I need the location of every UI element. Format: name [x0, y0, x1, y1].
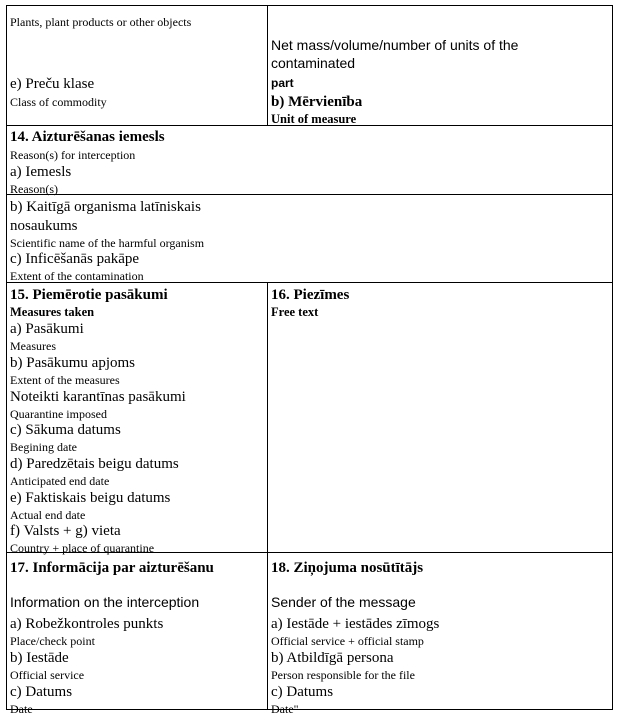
section-18-sender	[267, 552, 613, 716]
anticipated-end-en: Anticipated end date	[10, 474, 110, 488]
section-18-title-en: Sender of the message	[271, 594, 416, 610]
organism-label-en: Scientific name of the harmful organism	[10, 236, 205, 250]
date-label-en: Date	[10, 702, 33, 716]
organism-label-lv-2: nosaukums	[10, 218, 78, 234]
stamp-label-lv: a) Iestāde + iestādes zīmogs	[271, 616, 440, 632]
extent-label-lv: c) Inficēšanās pakāpe	[10, 251, 140, 267]
extent-measures-en: Extent of the measures	[10, 373, 120, 387]
checkpoint-label-en: Place/check point	[10, 634, 95, 648]
cell-commodity	[6, 5, 268, 126]
class-label-en: Class of commodity	[10, 95, 107, 109]
net-mass-line2: contaminated	[271, 55, 356, 71]
actual-end-lv: e) Faktiskais beigu datums	[10, 490, 171, 506]
date-label-lv: c) Datums	[10, 684, 73, 700]
section-14-title: 14. Aizturēšanas iemesls	[10, 129, 165, 145]
person-label-lv: b) Atbildīgā persona	[271, 650, 394, 666]
net-mass-line1: Net mass/volume/number of units of the	[271, 37, 519, 53]
stamp-label-en: Official service + official stamp	[271, 634, 424, 648]
section-15-title-en: Measures taken	[10, 305, 95, 319]
begin-date-lv: c) Sākuma datums	[10, 422, 121, 438]
extent-label-en: Extent of the contamination	[10, 269, 144, 283]
section-14-organism	[6, 194, 613, 283]
actual-end-en: Actual end date	[10, 508, 86, 522]
section-17-title-en: Information on the interception	[10, 594, 200, 610]
section-18-title: 18. Ziņojuma nosūtītājs	[271, 560, 424, 576]
cell-net-mass	[267, 5, 613, 126]
section-17-title: 17. Informācija par aizturēšanu	[10, 560, 214, 576]
country-place-lv: f) Valsts + g) vieta	[10, 523, 121, 539]
organism-label-lv-1: b) Kaitīgā organisma latīniskais	[10, 199, 201, 215]
section-15-title: 15. Piemērotie pasākumi	[10, 287, 168, 303]
unit-label-en: Unit of measure	[271, 112, 357, 126]
section-14-title-en: Reason(s) for interception	[10, 148, 136, 162]
measures-label-lv: a) Pasākumi	[10, 321, 84, 337]
checkpoint-label-lv: a) Robežkontroles punkts	[10, 616, 164, 632]
class-label-lv: e) Preču klase	[10, 76, 95, 92]
plants-label: Plants, plant products or other objects	[10, 15, 192, 29]
sender-date-label-en: Date"	[271, 702, 299, 716]
unit-label-lv: b) Mērvienība	[271, 94, 363, 110]
sender-date-label-lv: c) Datums	[271, 684, 334, 700]
service-label-en: Official service	[10, 668, 85, 682]
extent-measures-lv: b) Pasākumu apjoms	[10, 355, 135, 371]
quarantine-label-lv: Noteikti karantīnas pasākumi	[10, 389, 186, 405]
person-label-en: Person responsible for the file	[271, 668, 415, 682]
section-16-title: 16. Piezīmes	[271, 287, 350, 303]
reason-label-lv: a) Iemesls	[10, 164, 72, 180]
part-label: part	[271, 76, 294, 90]
measures-label-en: Measures	[10, 339, 56, 353]
service-label-lv: b) Iestāde	[10, 650, 69, 666]
begin-date-en: Begining date	[10, 440, 77, 454]
anticipated-end-lv: d) Paredzētais beigu datums	[10, 456, 179, 472]
form-table	[6, 5, 613, 716]
quarantine-label-en: Quarantine imposed	[10, 407, 107, 421]
section-15-measures	[6, 282, 268, 553]
section-14-reason	[6, 125, 613, 195]
section-17-interception	[6, 552, 268, 716]
section-16-free-text	[267, 282, 613, 553]
country-place-en: Country + place of quarantine	[10, 541, 155, 555]
section-16-title-en: Free text	[271, 305, 319, 319]
reason-label-en: Reason(s)	[10, 182, 58, 196]
